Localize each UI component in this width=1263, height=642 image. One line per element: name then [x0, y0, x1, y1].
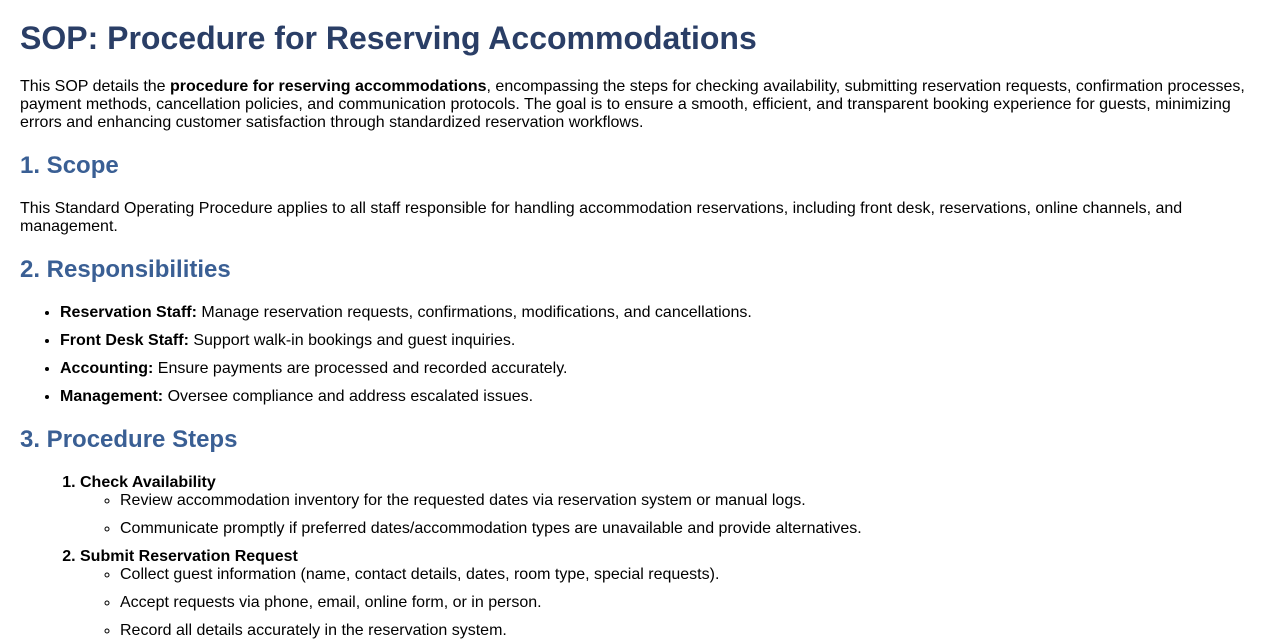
intro-text-after: , encompassing the steps for checking availability, submitting reservation requests, confirmation processes, payment methods, cancellation policies, and communication protocols. The goal is to ensure a smooth, efficient, and transparent booking experience for guests, minimizing errors and enhancing customer satisfaction through standardized reservation workflows. [20, 78, 1245, 131]
role-description: Manage reservation requests, confirmations, modifications, and cancellations. [196, 304, 752, 321]
list-item [60, 388, 752, 416]
role-description: Support walk-in bookings and guest inquiries. [188, 332, 516, 349]
page-title: SOP: Procedure for Reserving Accommodations [20, 20, 757, 56]
role-description: Ensure payments are processed and recorded accurately. [153, 360, 568, 377]
intro-text-before: This SOP details the [20, 78, 170, 95]
procedure-step [80, 474, 862, 548]
list-item: ◦ Review accommodation inventory for the requested dates via reservation system or manual logs. [120, 492, 862, 520]
section-heading-responsibilities: 2. Responsibilities [20, 256, 231, 283]
list-item: ◦ Communicate promptly if preferred dates/accommodation types are unavailable and provide alternatives. [120, 520, 862, 548]
procedure-step [80, 548, 862, 642]
list-item: ◦ Accept requests via phone, email, online form, or in person. [120, 594, 862, 622]
list-item [60, 304, 752, 332]
responsibilities-list [20, 304, 752, 416]
procedure-steps-list [20, 474, 862, 642]
section-heading-procedure: 3. Procedure Steps [20, 426, 238, 453]
role-description: Oversee compliance and address escalated issues. [163, 388, 534, 405]
list-item [60, 360, 752, 388]
step-substeps-list [80, 566, 862, 642]
step-title: Check Availability [80, 474, 216, 491]
list-item: ◦ Collect guest information (name, contact details, dates, room type, special requests). [120, 566, 862, 594]
step-title: Submit Reservation Request [80, 548, 298, 565]
intro-text-bold: procedure for reserving accommodations [170, 78, 487, 95]
step-substeps-list [80, 492, 862, 548]
role-label: Reservation Staff: [60, 304, 197, 321]
intro-paragraph [20, 78, 1245, 132]
section-heading-scope: 1. Scope [20, 152, 119, 179]
role-label: Management: [60, 388, 164, 405]
role-label: Accounting: [60, 360, 154, 377]
list-item [60, 332, 752, 360]
list-item: ◦ Record all details accurately in the reservation system. [120, 622, 862, 642]
scope-paragraph: This Standard Operating Procedure applies to all staff responsible for handling accommodation reservations, including front desk, reservations, online channels, and management. [20, 200, 1183, 235]
role-label: Front Desk Staff: [60, 332, 189, 349]
